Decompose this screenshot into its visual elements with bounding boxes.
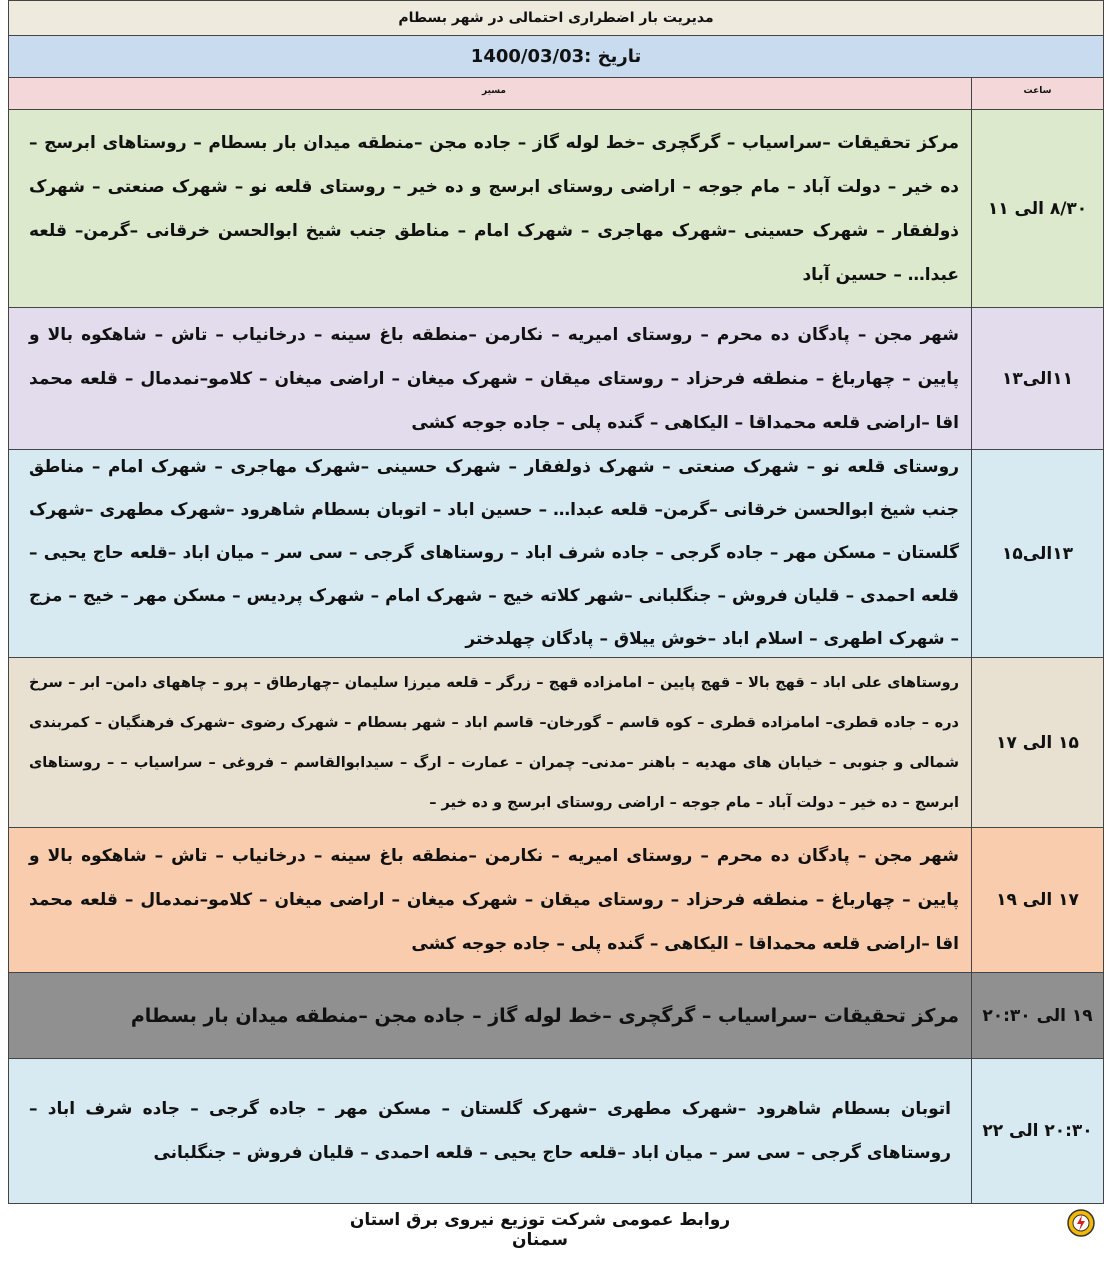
schedule-table <box>8 0 1104 1204</box>
route-cell: شهر مجن – پادگان ده محرم – روستای امیریه – نکارمن –منطقه باغ سینه – درخانیاب – تاش – شاهکوه بالا و پایین – چهارباغ – منطقه فرحزاد – روستای میقان – شهرک میغان – اراضی میغان – کلامو–نمدمال – قلعه محمد اقا –اراضی قلعه محمداقا – الیکاهی – گنده پلی – جاده جوجه کشی <box>29 324 959 433</box>
power-distribution-logo-icon <box>1066 1208 1096 1238</box>
time-cell: ۱۱الی۱۳ <box>971 308 1103 449</box>
table-row <box>8 110 1104 308</box>
footer <box>0 1206 1106 1250</box>
time-cell: ۸/۳۰ الی ۱۱ <box>971 110 1103 307</box>
header-route: مسیر <box>482 86 507 96</box>
table-row <box>8 973 1104 1059</box>
table-row <box>8 658 1104 828</box>
route-cell: اتوبان بسطام شاهرود –شهرک مطهری –شهرک گلستان – مسکن مهر – جاده گرجی – جاده شرف اباد – روستاهای گرجی – سی سر – میان اباد –قلعه حاج یحیی – قلعه احمدی – قلیان فروش – جنگلبانی <box>29 1099 951 1163</box>
route-cell: مرکز تحقیقات –سراسیاب – گرگچری –خط لوله گاز – جاده مجن –منطقه میدان بار بسطام – روستاهای ابرسج – ده خیر – دولت آباد – مام جوجه – اراضی روستای ابرسج و ده خیر – روستای قلعه نو – شهرک صنعتی – شهرک ذولفقار – شهرک حسینی –شهرک مهاجری – شهرک امام – مناطق جنب شیخ ابوالحسن خرقانی –گرمن– قلعه عبدا… – حسین آباد <box>29 132 959 285</box>
table-row <box>8 308 1104 450</box>
date-text: تاریخ :1400/03/03 <box>470 46 642 67</box>
header-row <box>8 78 1104 110</box>
time-cell: ۱۷ الی ۱۹ <box>971 828 1103 972</box>
table-title-text: مدیریت بار اضطراری احتمالی در شهر بسطام <box>398 10 714 26</box>
time-cell: ۱۳الی۱۵ <box>971 450 1103 657</box>
route-cell: مرکز تحقیقات –سراسیاب – گرگچری –خط لوله گاز – جاده مجن –منطقه میدان بار بسطام <box>130 1004 959 1027</box>
date-row <box>8 36 1104 78</box>
table-row <box>8 1059 1104 1204</box>
footer-text: روابط عمومی شرکت توزیع نیروی برق استان سمنان <box>349 1210 731 1250</box>
route-cell: شهر مجن – پادگان ده محرم – روستای امیریه – نکارمن –منطقه باغ سینه – درخانیاب – تاش – شاهکوه بالا و پایین – چهارباغ – منطقه فرحزاد – روستای میقان – شهرک میغان – اراضی میغان – کلامو–نمدمال – قلعه محمد اقا –اراضی قلعه محمداقا – الیکاهی – گنده پلی – جاده جوجه کشی <box>29 846 959 954</box>
route-cell: روستاهای علی اباد – قهج بالا – قهج پایین – امامزاده قهج – زرگر – قلعه میرزا سلیمان –چهارطاق – پرو – چاههای دامن– ابر – سرخ دره – جاده قطری– امامزاده قطری – کوه قاسم – گورخان– قاسم اباد – شهر بسطام – شهرک رضوی –شهرک فرهنگیان – کمربندی شمالی و جنوبی – خیابان های مهدیه – باهنر –مدنی– چمران – عمارت – ارگ – سیدابوالقاسم – فروغی – سراسیاب – – روستاهای ابرسج – ده خیر – دولت آباد – مام جوجه – اراضی روستای ابرسج و ده خیر – <box>29 674 959 811</box>
table-row <box>8 450 1104 658</box>
time-cell: ۱۵ الی ۱۷ <box>971 658 1103 827</box>
table-row <box>8 828 1104 973</box>
table-title <box>8 0 1104 36</box>
time-cell: ۱۹ الی ۲۰:۳۰ <box>971 973 1103 1058</box>
time-cell: ۲۰:۳۰ الی ۲۲ <box>971 1059 1103 1203</box>
header-time: ساعت <box>971 78 1103 109</box>
route-cell: روستای قلعه نو – شهرک صنعتی – شهرک ذولفقار – شهرک حسینی –شهرک مهاجری – شهرک امام – مناطق جنب شیخ ابوالحسن خرقانی –گرمن– قلعه عبدا… – حسین اباد – اتوبان بسطام شاهرود –شهرک مطهری –شهرک گلستان – مسکن مهر – جاده گرجی – جاده شرف اباد – روستاهای گرجی – سی سر – میان اباد –قلعه حاج یحیی – قلعه احمدی – قلیان فروش – جنگلبانی –شهر کلاته خیج – شهرک امام – شهرک پردیس – مسکن مهر – خیج – مزج – شهرک اطهری – اسلام اباد –خوش ییلاق – پادگان چهلدختر <box>29 457 959 649</box>
